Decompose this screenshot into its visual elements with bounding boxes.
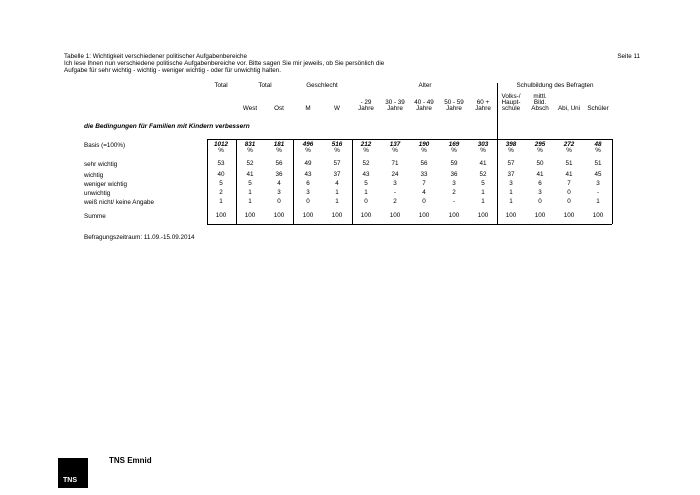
table-cell: 3 [538,189,542,196]
table-cell: 40 [217,171,225,178]
table-right-border [612,139,613,224]
subheader-line0: mittl. [533,93,547,100]
basis-label: Basis (=100%) [84,142,126,149]
row-label-wichtig: wichtig [84,172,104,179]
subheader-line1: 30 - 39 [385,99,405,106]
subheader-line2: M [305,105,311,112]
summe-value: 100 [534,212,546,219]
table-cell: 2 [219,189,223,196]
basis-unit: % [305,147,311,154]
subheader-line2: West [242,105,258,112]
survey-period: Befragungszeitraum: 11.09.-15.09.2014 [84,234,195,241]
summe-value: 100 [389,212,401,219]
table-cell: 51 [565,160,573,167]
table-cell: 1 [248,198,252,205]
basis-unit: % [566,147,572,154]
group-total: Total [214,82,228,89]
table-cell: 43 [304,171,312,178]
subheader-line2: W [334,105,340,112]
table-cell: 45 [594,171,602,178]
subheader-line1: - 29 [360,99,372,106]
table-cell: 1 [481,189,485,196]
table-cell: 52 [362,160,370,167]
question-text-2: Aufgabe für sehr wichtig - wichtig - weniger wichtig - oder für unwichtig halten. [64,67,281,74]
table-cell: 1 [481,198,485,205]
subheader-line2: Jahre [446,105,462,112]
table-cell: 3 [509,180,513,187]
table-cell: 50 [536,160,544,167]
section-title: die Bedingungen für Familien mit Kindern verbessern [84,123,250,130]
subheader-line1: 60 + [476,99,490,106]
summe-value: 100 [215,212,227,219]
basis-value: 181 [273,141,285,148]
subheader-line2: Jahre [358,105,374,112]
table-left-border [207,139,208,224]
table-cell: 1 [219,198,223,205]
table-cell: 49 [304,160,312,167]
table-cell: 52 [479,171,487,178]
basis-unit: % [276,147,282,154]
row-label-sehr-wichtig: sehr wichtig [84,161,118,168]
row-label-weniger-wichtig: weniger wichtig [84,181,128,188]
basis-value: 1012 [213,141,229,148]
table-cell: 3 [277,189,281,196]
table-cell: 7 [567,180,571,187]
table-cell: 6 [538,180,542,187]
subheader-line2: Abi, Uni [557,105,581,112]
table-cell: 1 [364,189,368,196]
tns-logo [58,458,88,488]
subheader-line1: Haupt- [501,99,521,106]
table-cell: 5 [364,180,368,187]
table-cell: 6 [306,180,310,187]
table-cell: 1 [509,189,513,196]
subheader-line2: Absch [531,105,549,112]
subheader-line1: Bild. [533,99,547,106]
table-cell: 3 [452,180,456,187]
table-cell: 53 [217,160,225,167]
table-cell: 0 [422,198,426,205]
subheader-line2: Jahre [416,105,432,112]
basis-unit: % [334,147,340,154]
basis-value: 831 [244,141,256,148]
table-cell: 71 [391,160,399,167]
table-cell: 41 [246,171,254,178]
group-gender: Geschlecht [306,82,338,89]
table-cell: 41 [565,171,573,178]
table-title: Tabelle 1: Wichtigkeit verschiedener politischer Aufgabenbereiche [64,53,248,60]
group-total-region: Total [258,82,272,89]
basis-unit: % [537,147,543,154]
table-cell: 1 [596,198,600,205]
table-cell: 2 [452,189,456,196]
subheader-line1: 40 - 49 [414,99,434,106]
basis-unit: % [363,147,369,154]
table-cell: 57 [507,160,515,167]
table-cell: 51 [594,160,602,167]
table-bottom-rule [207,224,612,225]
group-education: Schulbildung des Befragten [516,82,594,89]
table-cell: 37 [333,171,341,178]
table-cell: 0 [306,198,310,205]
table-cell: 41 [479,160,487,167]
table-cell: 4 [277,180,281,187]
brand-name: TNS Emnid [109,456,152,465]
basis-unit: % [392,147,398,154]
table-cell: 3 [596,180,600,187]
table-cell: - [596,189,600,196]
basis-unit: % [480,147,486,154]
table-cell: 1 [335,198,339,205]
basis-unit: % [508,147,514,154]
table-cell: 1 [335,189,339,196]
table-cell: 4 [335,180,339,187]
table-cell: 1 [248,189,252,196]
summe-value: 100 [302,212,314,219]
table-cell: 5 [248,180,252,187]
basis-value: 48 [594,141,602,148]
table-cell: 2 [393,198,397,205]
basis-value: 137 [389,141,401,148]
basis-value: 295 [534,141,546,148]
basis-unit: % [247,147,253,154]
subheader-line2: schule [501,105,521,112]
divider-gender [352,139,353,224]
table-cell: 56 [275,160,283,167]
table-cell: 5 [219,180,223,187]
table-cell: 56 [420,160,428,167]
basis-value: 169 [448,141,460,148]
table-cell: - [393,189,397,196]
table-cell: - [452,198,456,205]
table-header [64,53,384,74]
table-cell: 57 [333,160,341,167]
tns-logo-text: TNS [63,477,77,484]
table-cell: 24 [391,171,399,178]
divider-total [236,139,237,224]
table-cell: 33 [420,171,428,178]
table-top-rule [207,139,612,140]
basis-value: 303 [477,141,489,148]
basis-value: 272 [563,141,575,148]
basis-unit: % [595,147,601,154]
basis-value: 398 [505,141,517,148]
table-cell: 36 [450,171,458,178]
subheader-line2: Jahre [475,105,491,112]
subheader-line2: Ost [274,105,284,112]
table-cell: 4 [422,189,426,196]
table-cell: 0 [567,198,571,205]
table-cell: 59 [450,160,458,167]
table-cell: 37 [507,171,515,178]
summe-value: 100 [505,212,517,219]
table-cell: 3 [306,189,310,196]
table-cell: 5 [481,180,485,187]
table-cell: 0 [364,198,368,205]
summe-value: 100 [244,212,256,219]
summe-value: 100 [418,212,430,219]
basis-value: 496 [302,141,314,148]
basis-value: 212 [360,141,372,148]
summe-value: 100 [563,212,575,219]
basis-unit: % [421,147,427,154]
group-age: Alter [418,82,432,89]
table-cell: 0 [538,198,542,205]
subheader-line0: Volks-/ [501,93,521,100]
summe-value: 100 [273,212,285,219]
divider-region [293,139,294,224]
summe-value: 100 [331,212,343,219]
subheader-line1: 50 - 59 [444,99,464,106]
divider-age [497,83,498,224]
table-cell: 1 [509,198,513,205]
question-text-1: Ich lese Ihnen nun verschiedene politische Aufgabenbereiche vor. Bitte sagen Sie mir jeweils, ob Sie persönlich die [64,60,385,67]
basis-value: 516 [331,141,343,148]
table-cell: 0 [277,198,281,205]
table-cell: 52 [246,160,254,167]
table-cell: 3 [393,180,397,187]
basis-value: 190 [418,141,430,148]
row-label-unwichtig: unwichtig [84,190,111,197]
basis-unit: % [451,147,457,154]
table-cell: 0 [567,189,571,196]
summe-value: 100 [448,212,460,219]
table-cell: 41 [536,171,544,178]
summe-value: 100 [477,212,489,219]
basis-unit: % [218,147,224,154]
summe-value: 100 [360,212,372,219]
table-cell: 7 [422,180,426,187]
subheader-line2: Jahre [387,105,403,112]
page-number: Seite 11 [617,53,640,60]
subheader-line2: Schüler [587,105,609,112]
summe-label: Summe [84,213,106,220]
summe-value: 100 [592,212,604,219]
table-cell: 43 [362,171,370,178]
row-label-weiss-nicht: weiß nicht/ keine Angabe [84,199,155,206]
table-cell: 36 [275,171,283,178]
